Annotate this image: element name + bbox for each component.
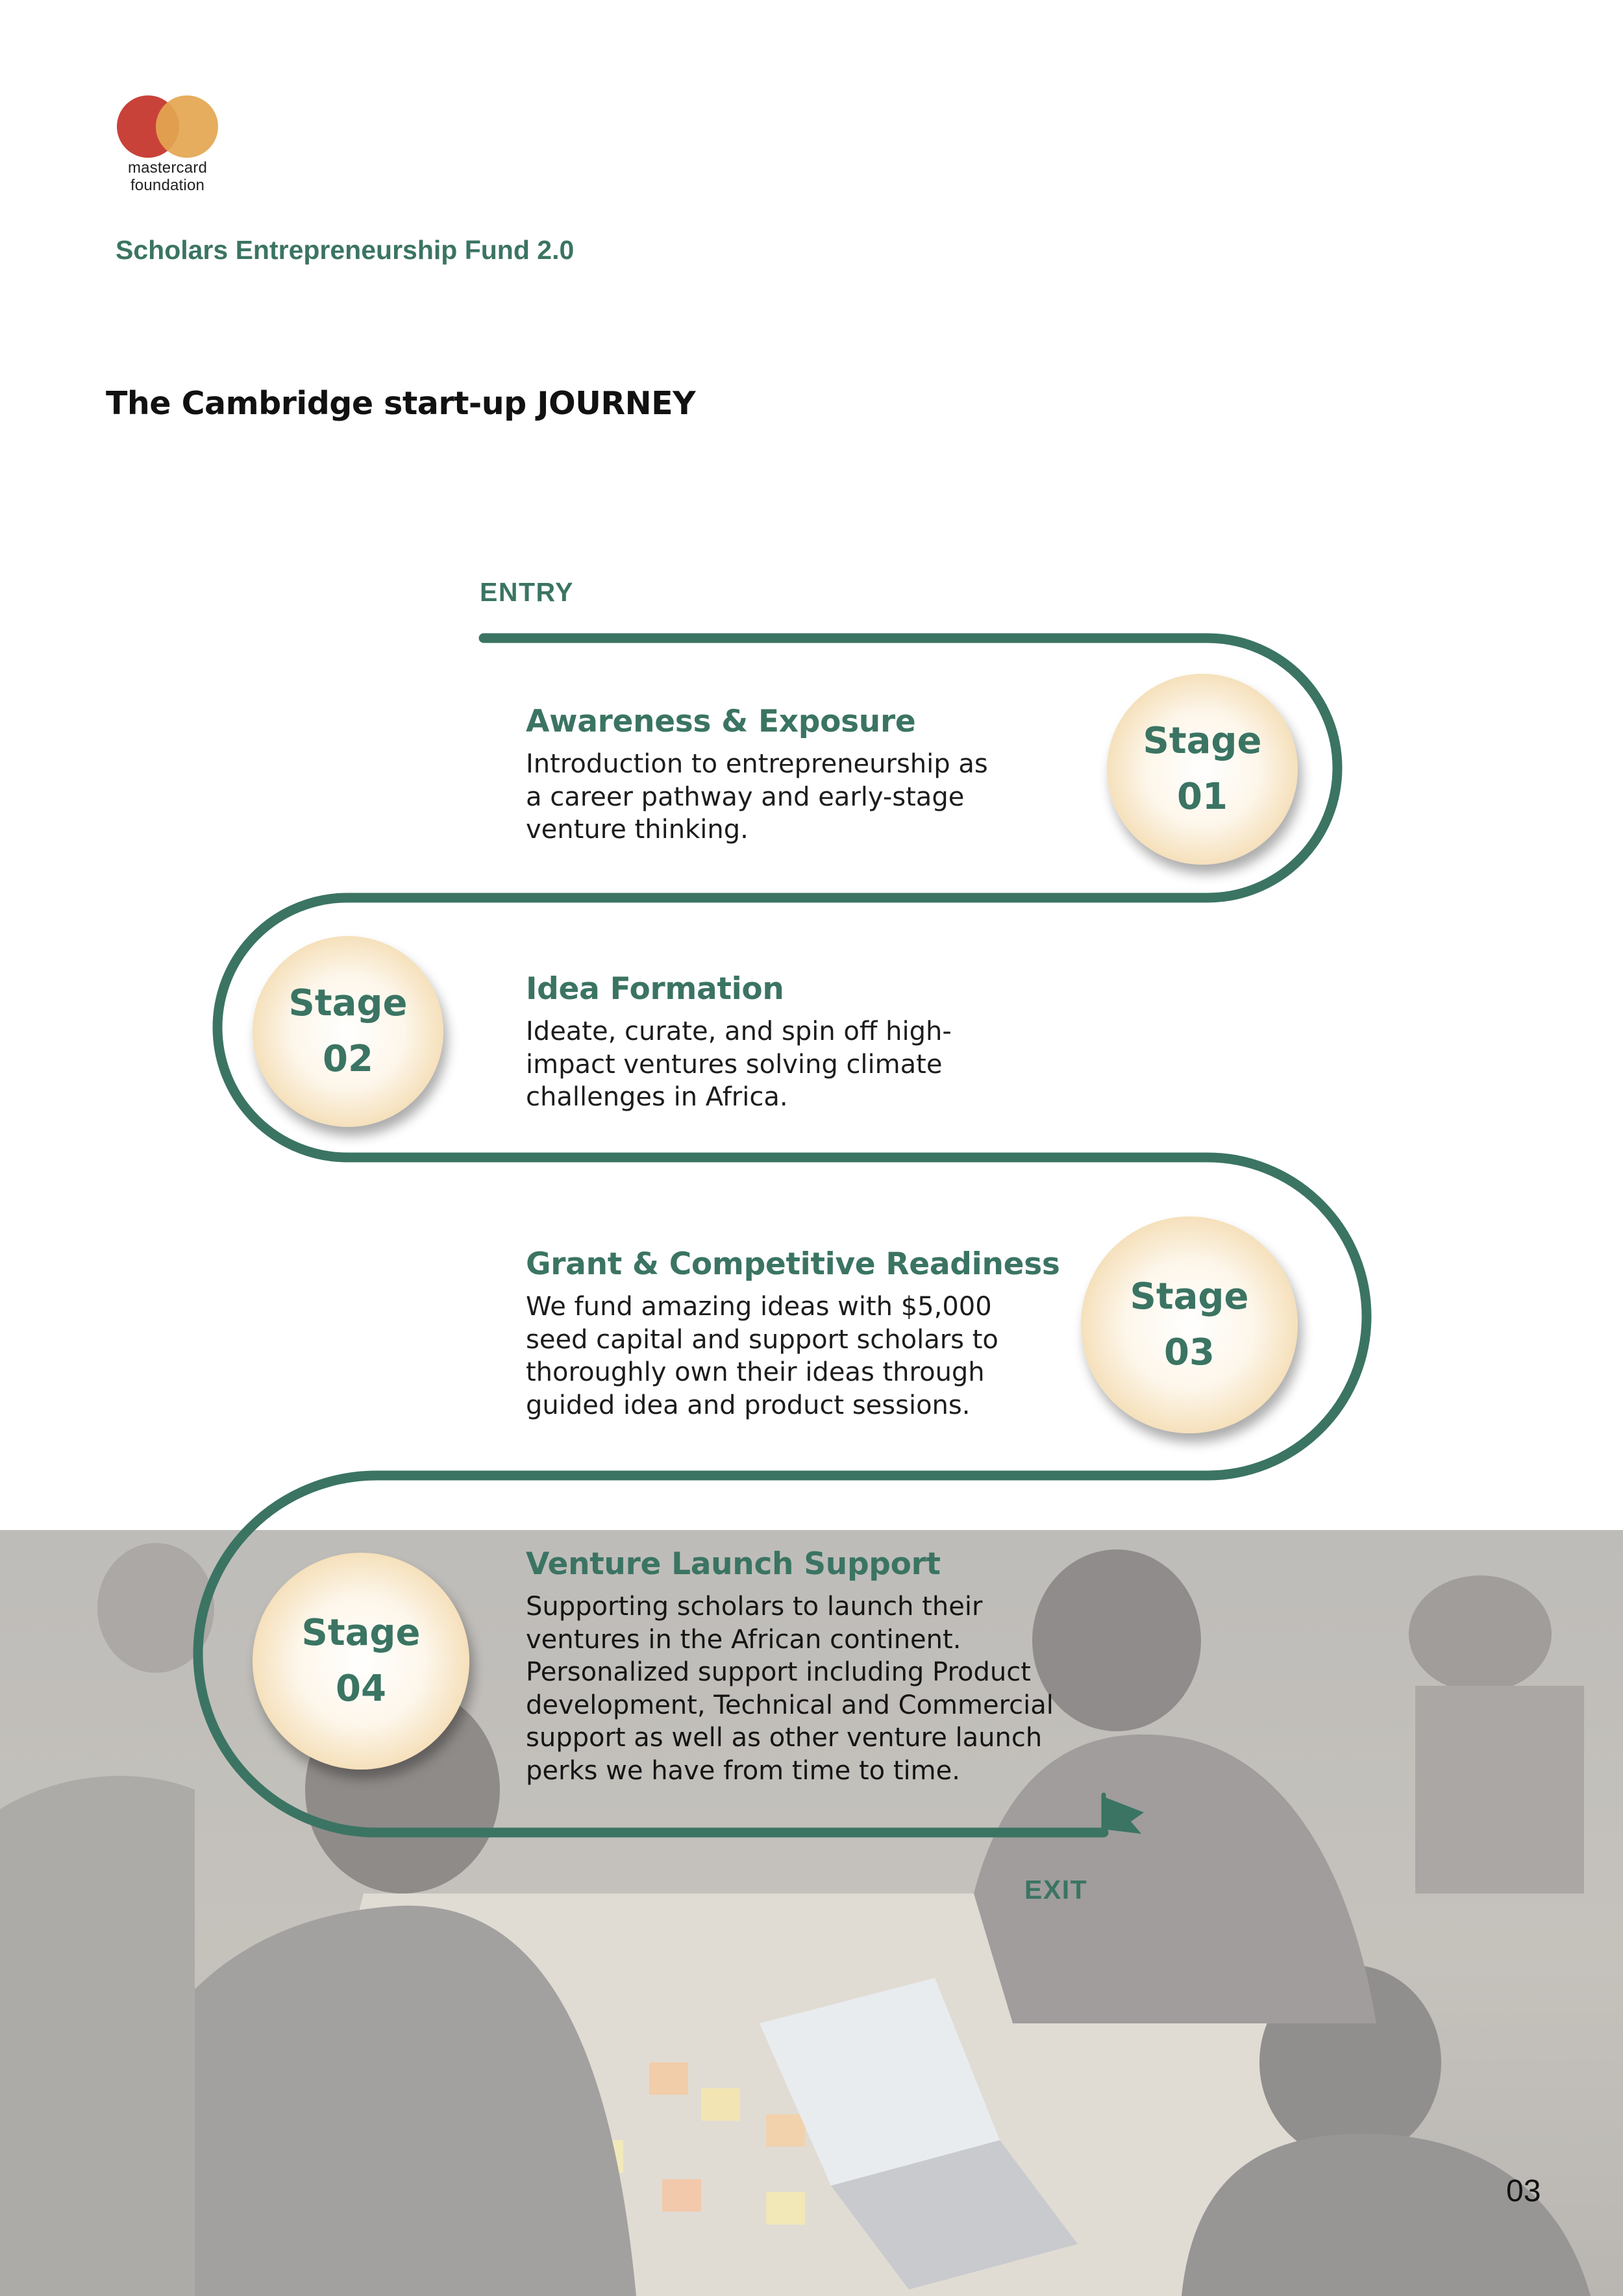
stage-badge-word: Stage [301,1612,421,1654]
stage-badge-01 [1107,674,1298,865]
exit-label: EXIT [1024,1875,1088,1905]
stage-03-content [526,1245,1084,1422]
stage-badge-number: 01 [1177,776,1228,818]
stage-badge-number: 02 [323,1038,373,1080]
stage-badge-02 [253,936,443,1127]
stage-badge-word: Stage [1143,720,1262,762]
page-number: 03 [1506,2174,1541,2208]
stage-02-content [526,970,1084,1114]
stage-description: Introduction to entrepreneurship as a career pathway and early-stage venture thinking. [526,749,988,845]
stage-badge-number: 03 [1164,1331,1215,1374]
stage-description: Supporting scholars to launch their ventures in the African continent. Personalized support including Product development, Technical and Commercial support as well as other venture launch perks we have from time to time. [526,1592,1054,1786]
page-title: The Cambridge start-up JOURNEY [106,385,696,422]
stage-badge-number: 04 [336,1668,386,1710]
stage-badge-03 [1081,1216,1298,1433]
stage-title: Idea Formation [526,971,784,1007]
stage-badge-word: Stage [1130,1276,1249,1318]
stage-title: Venture Launch Support [526,1546,941,1582]
logo-text-line1: mastercard [127,159,208,177]
fund-name: Scholars Entrepreneurship Fund 2.0 [116,235,575,265]
stage-badge-04 [253,1553,469,1770]
stage-01-content [526,702,1084,846]
stage-description: Ideate, curate, and spin off high- impact ventures solving climate challenges in Africa. [526,1017,952,1112]
stage-description: We fund amazing ideas with $5,000 seed capital and support scholars to thoroughly own their ideas through guided idea and product sessions. [526,1292,998,1420]
logo-text-line2: foundation [130,177,205,194]
flag-icon [1104,1795,1144,1834]
stage-badge-word: Stage [288,982,408,1024]
entry-label: ENTRY [480,577,574,607]
stage-title: Grant & Competitive Readiness [526,1246,1060,1282]
stage-04-content [526,1545,1084,1787]
stage-title: Awareness & Exposure [526,704,916,739]
